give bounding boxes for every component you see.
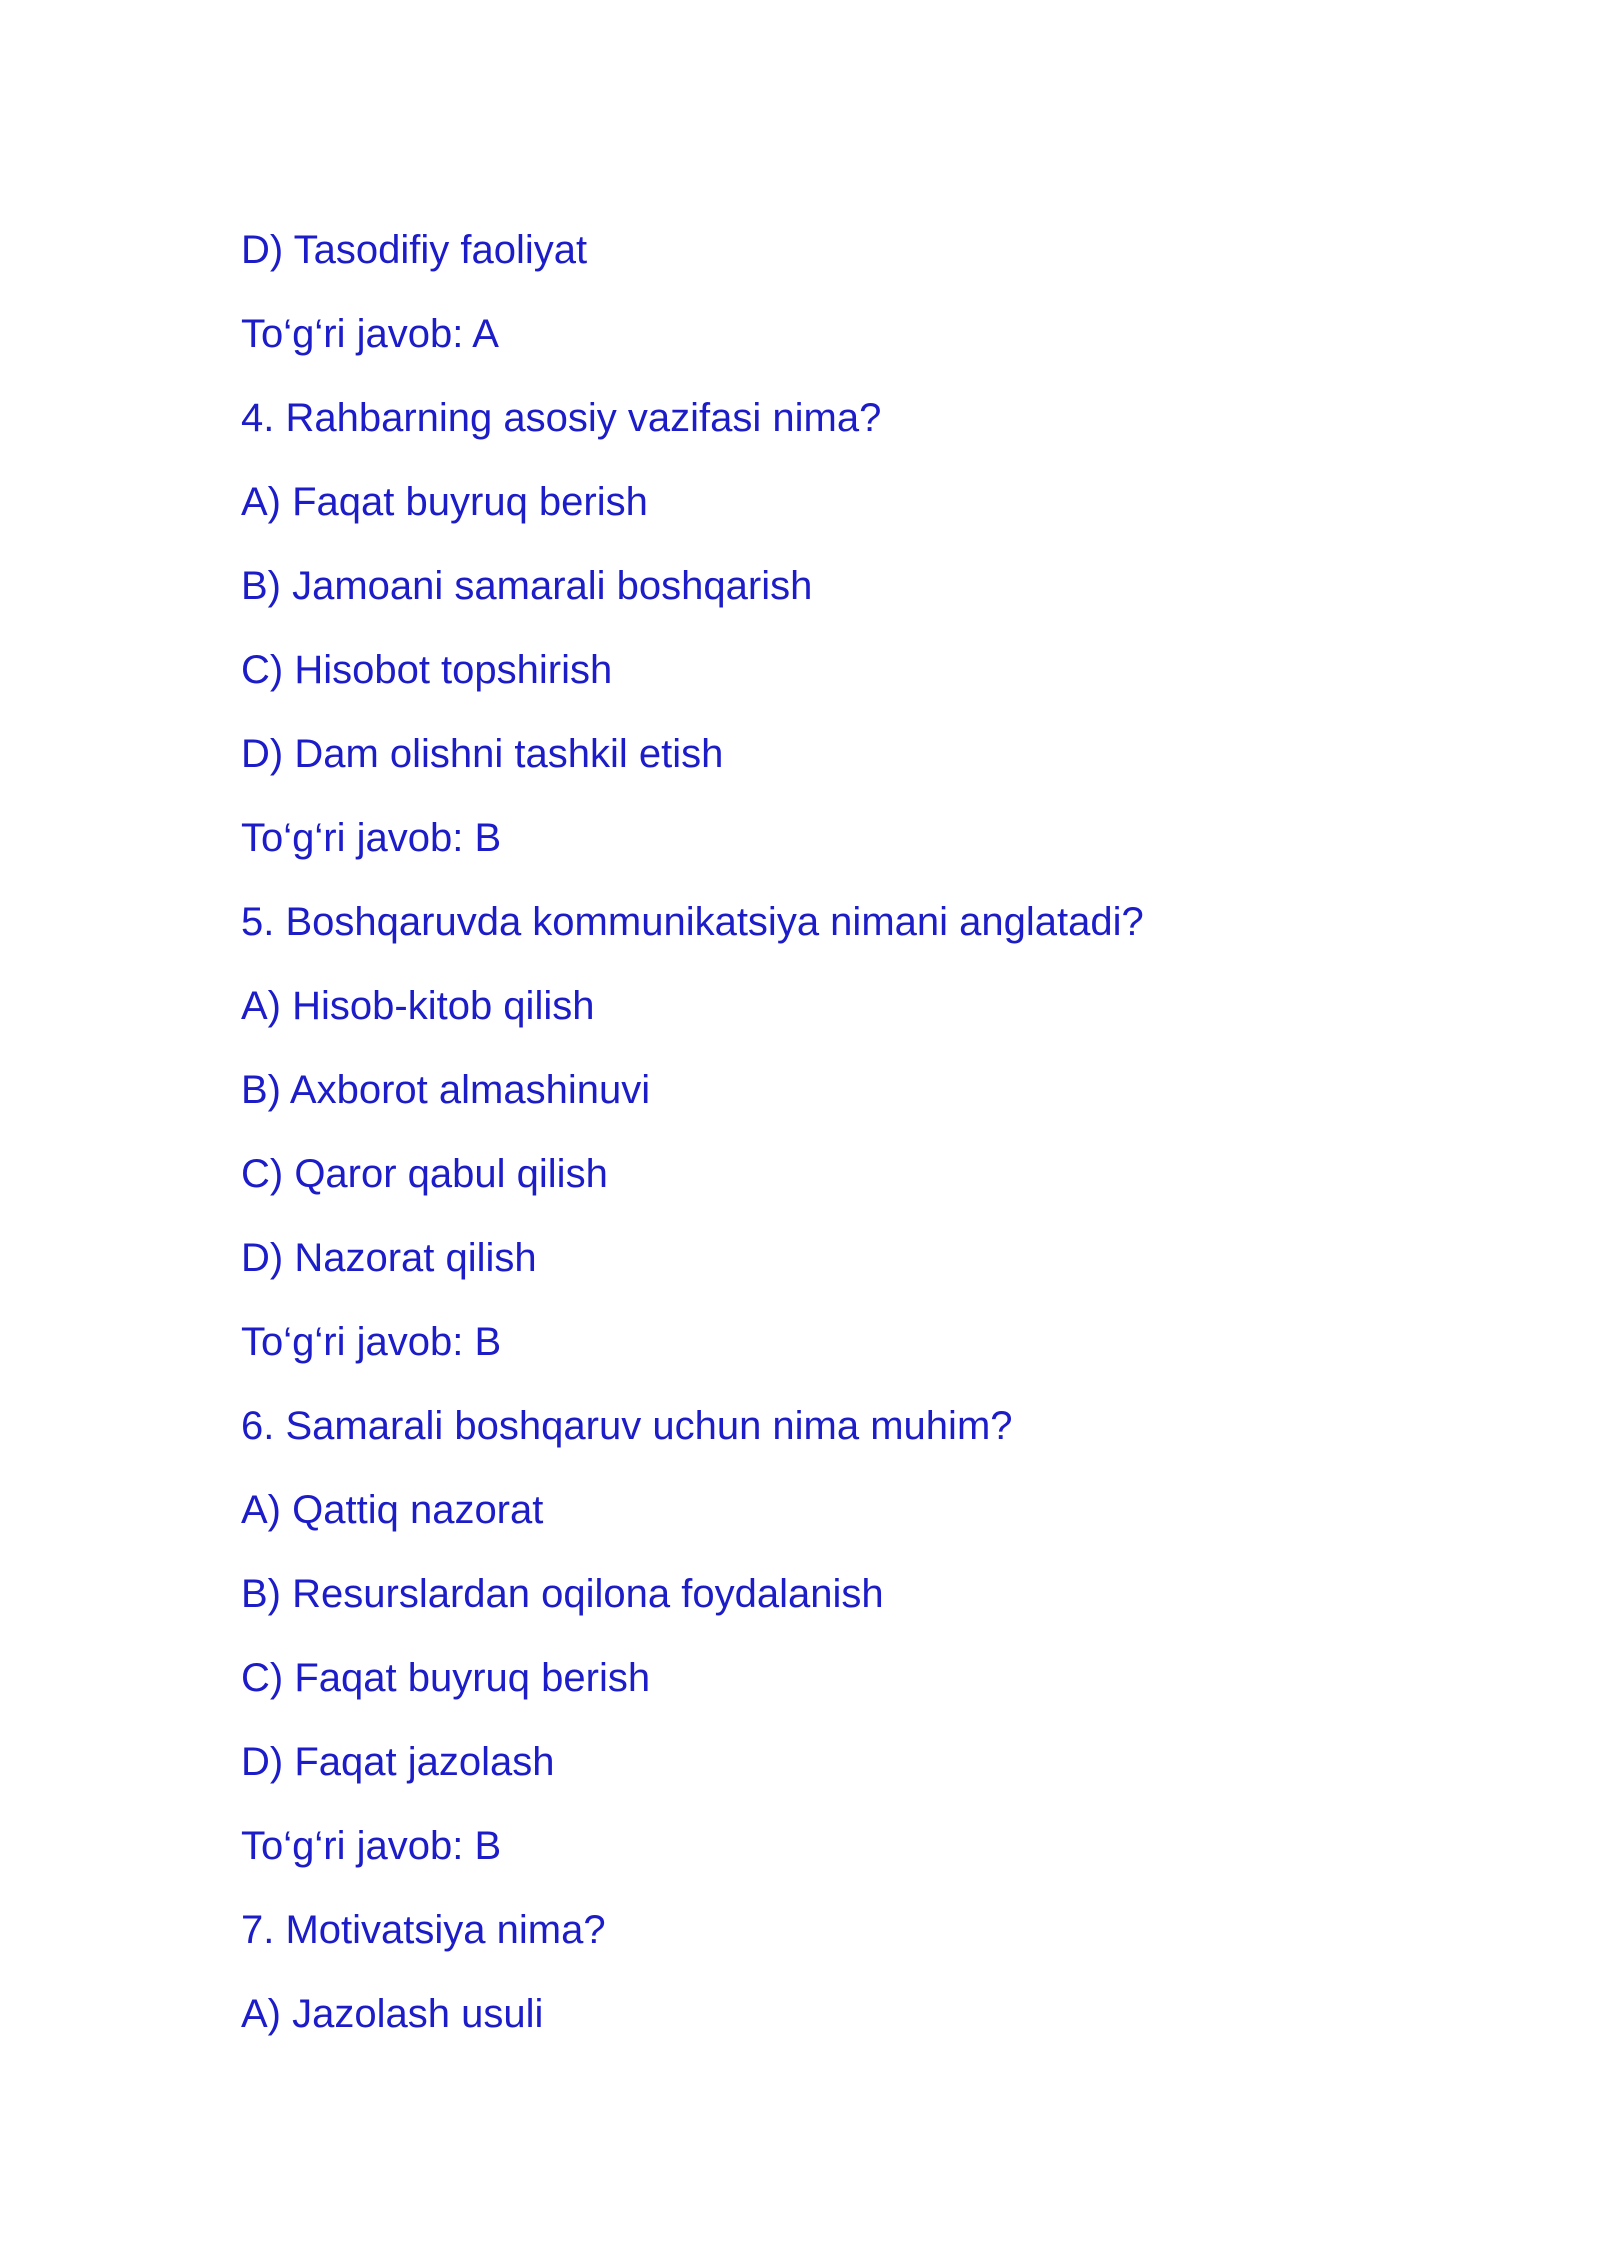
answer-option: D) Dam olishni tashkil etish bbox=[241, 732, 724, 776]
answer-option: B) Jamoani samarali boshqarish bbox=[241, 564, 813, 608]
answer-option: C) Faqat buyruq berish bbox=[241, 1656, 651, 1700]
answer-option: D) Tasodifiy faoliyat bbox=[241, 228, 588, 272]
correct-answer: To‘g‘ri javob: B bbox=[241, 1824, 502, 1868]
correct-answer: To‘g‘ri javob: B bbox=[241, 816, 502, 860]
question: 5. Boshqaruvda kommunikatsiya nimani anglatadi? bbox=[241, 900, 1144, 944]
question: 6. Samarali boshqaruv uchun nima muhim? bbox=[241, 1404, 1013, 1448]
correct-answer: To‘g‘ri javob: A bbox=[241, 312, 499, 356]
answer-option: A) Hisob-kitob qilish bbox=[241, 984, 595, 1028]
answer-option: A) Qattiq nazorat bbox=[241, 1488, 544, 1532]
quiz-text-block bbox=[241, 220, 1441, 2068]
answer-option: D) Faqat jazolash bbox=[241, 1740, 555, 1784]
answer-option: D) Nazorat qilish bbox=[241, 1236, 537, 1280]
answer-option: C) Qaror qabul qilish bbox=[241, 1152, 608, 1196]
answer-option: A) Jazolash usuli bbox=[241, 1992, 544, 2036]
answer-option: B) Resurslardan oqilona foydalanish bbox=[241, 1572, 884, 1616]
question: 7. Motivatsiya nima? bbox=[241, 1908, 606, 1952]
answer-option: C) Hisobot topshirish bbox=[241, 648, 613, 692]
answer-option: B) Axborot almashinuvi bbox=[241, 1068, 651, 1112]
correct-answer: To‘g‘ri javob: B bbox=[241, 1320, 502, 1364]
answer-option: A) Faqat buyruq berish bbox=[241, 480, 648, 524]
question: 4. Rahbarning asosiy vazifasi nima? bbox=[241, 396, 882, 440]
